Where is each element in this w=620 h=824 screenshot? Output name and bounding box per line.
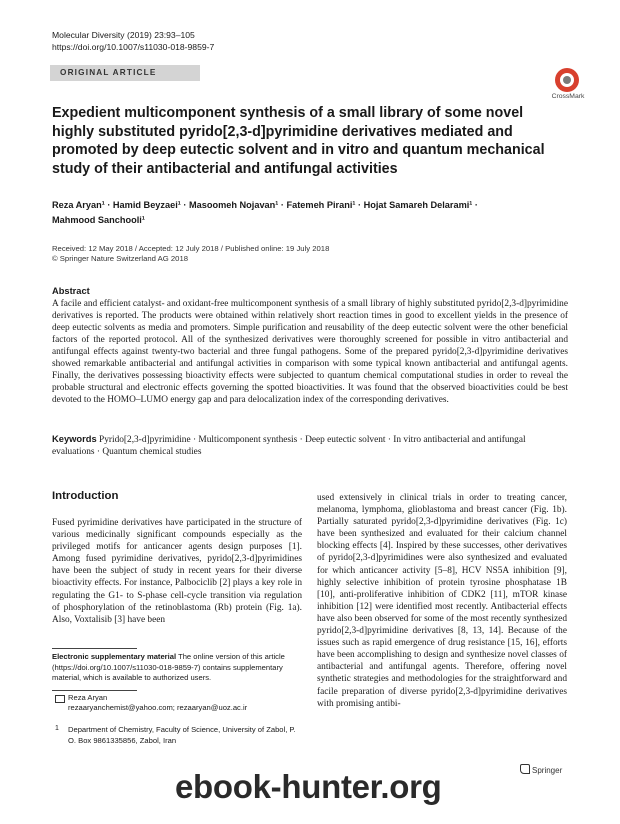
journal-volume: Molecular Diversity (2019) 23:93–105 [52, 30, 195, 40]
abstract-heading: Abstract [52, 286, 90, 296]
crossmark-label: CrossMark [551, 93, 585, 100]
correspondence-divider [52, 690, 137, 691]
crossmark-badge[interactable] [540, 68, 596, 102]
abstract-text: A facile and efficient catalyst- and oxidant-free multicomponent synthesis of a small library of highly substituted pyrido[2,3-d]pyrimidine derivatives is reported. The products were obtained within relatively short reaction times in good to excellent yields in the presence of deep eutectic solvents as media and promoters. Simple purification and reusability of the deep eutectic solvent were the other beneficial factors of the reported protocol. All of the synthesized derivatives were thoroughly screened for possible in vitro antibacterial and antifungal effects against twenty-two bacterial and three fungal pathogens. Some of the prepared pyrido[2,3-d]pyrimidine derivatives showed remarkable antibacterial and antifungal activities in comparison with some typical known antibacterial and antifungal agents. Finally, the derivatives possessing bioactivity effects were subjected to quantum chemical computational studies in order to reveal the probable structural and electronic effects governing the spotted bioactivities. It was found that the observed bioactivities could be best devoted to the HOMO–LUMO energy gap and para delocalization index of the corresponding derivatives. [52, 299, 568, 406]
author-list [52, 198, 582, 227]
supplementary-text: The online version of this article (https://doi.org/10.1007/s11030-018-9859-7) contains supplementary material, which is available to authorized users. [52, 652, 285, 682]
publication-dates [52, 244, 329, 264]
keywords [52, 433, 568, 458]
article-type-label: ORIGINAL ARTICLE [60, 68, 157, 77]
introduction-heading: Introduction [52, 490, 119, 502]
supplementary-note [52, 652, 304, 684]
keywords-text: Pyrido[2,3-d]pyrimidine · Multicomponent synthesis · Deep eutectic solvent · In vitro antibacterial and antifungal evaluations · Quantum chemical studies [52, 435, 526, 457]
introduction-right-column: used extensively in clinical trials in order to treating cancer, melanoma, lymphoma, glioblastoma and breast cancer (Fig. 1b). Partially saturated pyrido[2,3-d]pyrimidine derivatives (Fig. 1c) have been synthesized and evaluated for their calcium channel blocking effects [4]. Inspired by these successes, other derivatives of pyrido[2,3-d]pyrimidines were also synthesized and evaluated for which anticancer activity [5–8], HCV NS5A inhibition [9], highly selective inhibition of protein tyrosine phosphatase 1B [10], anti-proliferative inhibition of CDK2 [11], mTOR kinase inhibition [12] were identified most recently. Antibacterial effects have also been observed for some of the most recently synthesized pyrido[2,3-d]pyrimidine derivatives [8, 13, 14]. Because of the issues such as rapid emergence of drug resistance [15, 16], efforts have been accomplishing to design and synthesize novel classes of antibacterial and antifungal agents. Therefore, offering novel synthetic strategies and methodologies for the straightforward and facile preparation of diverse pyrido[2,3-d]pyrimidine derivatives with promising antibi- [317, 493, 567, 709]
corresponding-email[interactable]: rezaaryanchemist@yahoo.com; rezaaryan@uoz.ac.ir [68, 703, 248, 712]
footnote-divider [52, 648, 137, 649]
corresponding-author: Reza Aryan [68, 693, 108, 702]
introduction-left-column: Fused pyrimidine derivatives have participated in the structure of various medicinally significant compounds especially as the privileged motifs for anticancer agents design purposes [1]. Among fused pyrimidine derivatives, pyrido[2,3-d]pyrimidines have been the subject of study in recent years for their diverse bioactivity effects. For instance, Palbociclib [2] plays a key role in regulating the G1- to S-phase cell-cycle transition via regulation of phosphorylation of the retinoblastoma (Rb) protein (Fig. 1a). Also, Voxtalisib [3] have been [52, 518, 302, 625]
affiliation: Department of Chemistry, Faculty of Science, University of Zabol, P. O. Box 9861335856, Zabol, Iran [68, 725, 296, 745]
doi-link[interactable]: https://doi.org/10.1007/s11030-018-9859-7 [52, 41, 215, 52]
envelope-icon [55, 695, 65, 703]
watermark: ebook-hunter.org [175, 768, 442, 805]
author-names-1[interactable]: Reza Aryan¹ · Hamid Beyzaei¹ · Masoomeh Nojavan¹ · Fatemeh Pirani¹ · Hojat Samareh Delarami¹ · [52, 200, 478, 210]
journal-citation [52, 30, 214, 53]
paper-title: Expedient multicomponent synthesis of a small library of some novel highly substituted pyrido[2,3-d]pyrimidine derivatives mediated and promoted by deep eutectic solvent and in vitro and quantum mechanical study of their antibacterial and antifungal activities [52, 105, 545, 177]
publisher-name: Springer [532, 766, 563, 775]
crossmark-icon-mark [563, 76, 571, 84]
copyright: © Springer Nature Switzerland AG 2018 [52, 254, 188, 264]
affiliation-mark: 1 [55, 725, 59, 732]
date-history: Received: 12 May 2018 / Accepted: 12 July 2018 / Published online: 19 July 2018 [52, 244, 330, 253]
author-line-2[interactable]: Mahmood Sanchooli¹ [52, 214, 145, 225]
author-line-1 [52, 198, 582, 213]
keywords-label: Keywords [52, 434, 97, 444]
supplementary-label: Electronic supplementary material [52, 652, 177, 661]
